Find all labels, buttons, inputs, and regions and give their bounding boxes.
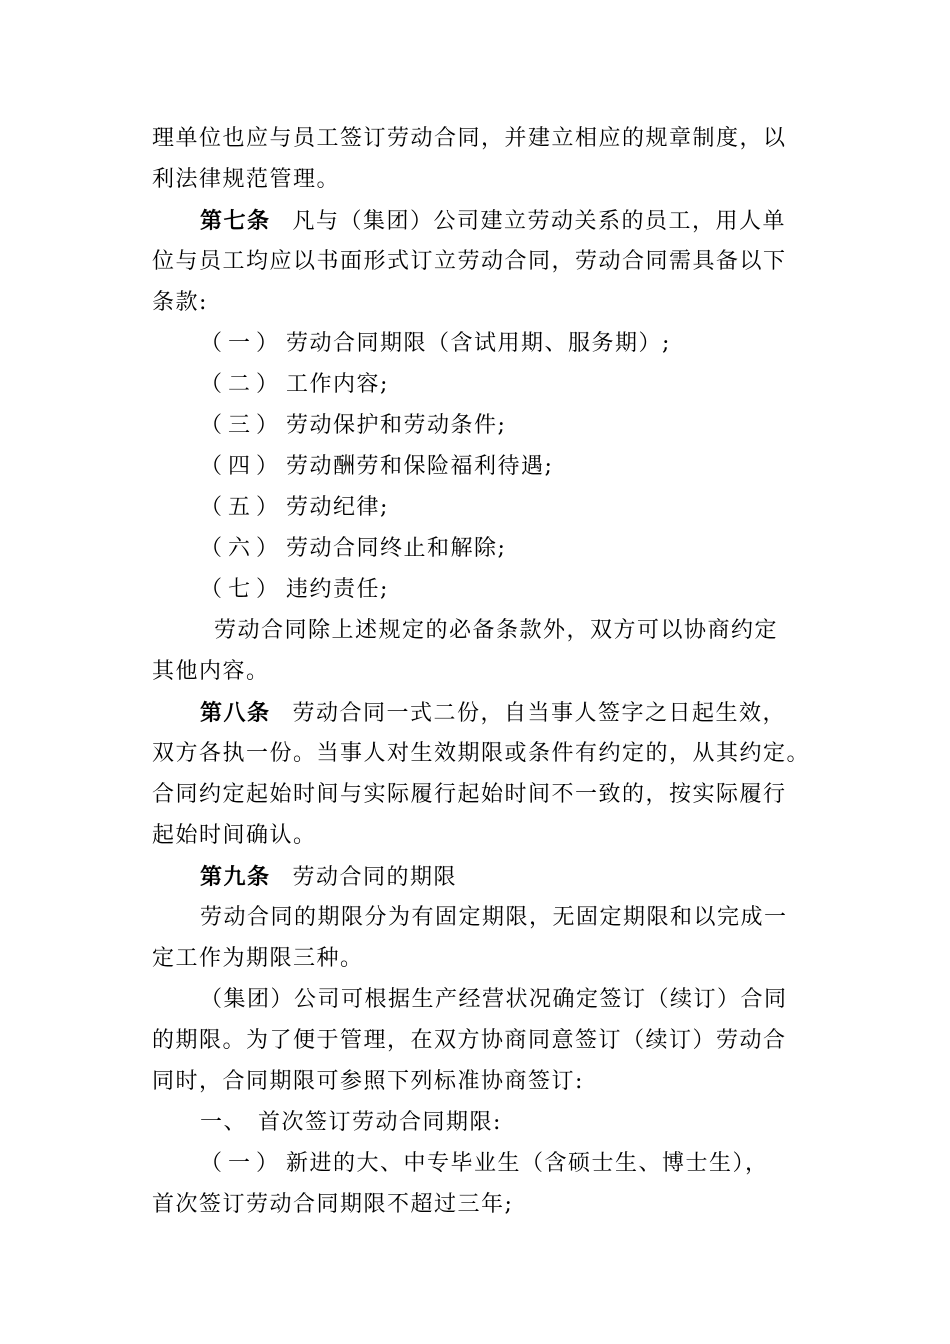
list-item-text: 劳动酬劳和保险福利待遇; xyxy=(286,454,554,479)
article-8-heading: 第八条 xyxy=(200,700,271,726)
list-item-text: 劳动合同期限（含试用期、服务期）; xyxy=(286,331,671,356)
article-7-line xyxy=(200,206,786,237)
list-item-number: （二） xyxy=(200,372,285,397)
paragraph-line: 双方各执一份。当事人对生效期限或条件有约定的，从其约定。 xyxy=(152,741,811,766)
paragraph-line: 劳动合同的期限分为有固定期限，无固定期限和以完成一 xyxy=(200,905,788,930)
list-item-text: 新进的大、中专毕业生（含硕士生、博士生）， xyxy=(286,1151,769,1176)
list-item-number: （七） xyxy=(200,577,285,602)
article-8-line xyxy=(200,698,786,729)
list-item xyxy=(200,452,553,482)
list-item-number: （三） xyxy=(200,413,285,438)
list-item xyxy=(200,1149,769,1179)
section-title: 首次签订劳动合同期限: xyxy=(258,1110,502,1135)
paragraph-line: 其他内容。 xyxy=(152,659,270,684)
list-item-number: （一） xyxy=(200,331,285,356)
list-item-text: 劳动保护和劳动条件; xyxy=(286,413,507,438)
article-8-text: 劳动合同一式二份，自当事人签字之日起生效， xyxy=(292,701,787,726)
list-item xyxy=(200,370,389,400)
list-item-number: （六） xyxy=(200,536,285,561)
paragraph-line: 位与员工均应以书面形式订立劳动合同，劳动合同需具备以下 xyxy=(152,249,787,274)
paragraph-line: 理单位也应与员工签订劳动合同，并建立相应的规章制度，以 xyxy=(152,126,787,151)
paragraph-line: 合同约定起始时间与实际履行起始时间不一致的，按实际履行 xyxy=(152,782,787,807)
list-item xyxy=(200,493,389,523)
paragraph-line: （集团）公司可根据生产经营状况确定签订（续订）合同 xyxy=(200,987,788,1012)
article-9-heading: 第九条 xyxy=(200,864,271,890)
paragraph-line: 起始时间确认。 xyxy=(152,823,317,848)
article-9-title: 劳动合同的期限 xyxy=(292,865,458,890)
paragraph-line: 利法律规范管理。 xyxy=(152,167,341,192)
paragraph-line: 劳动合同除上述规定的必备条款外，双方可以协商约定 xyxy=(214,618,779,643)
list-item-text: 工作内容; xyxy=(286,372,389,397)
paragraph-line: 的期限。为了便于管理，在双方协商同意签订（续订）劳动合 xyxy=(152,1028,787,1053)
list-item xyxy=(200,329,671,359)
list-item xyxy=(200,575,389,605)
section-number: 一、 xyxy=(200,1110,248,1135)
section-heading xyxy=(200,1108,502,1138)
paragraph-line: 条款: xyxy=(152,290,208,315)
paragraph-line: 同时，合同期限可参照下列标准协商签订: xyxy=(152,1069,584,1094)
article-7-heading: 第七条 xyxy=(200,208,271,234)
article-9-line xyxy=(200,862,457,893)
list-item-number: （五） xyxy=(200,495,285,520)
article-7-text: 凡与（集团）公司建立劳动关系的员工，用人单 xyxy=(292,209,787,234)
list-item xyxy=(200,411,506,441)
paragraph-line: 定工作为期限三种。 xyxy=(152,946,364,971)
list-item-number: （四） xyxy=(200,454,285,479)
list-item-text: 劳动纪律; xyxy=(286,495,389,520)
list-item xyxy=(200,534,506,564)
paragraph-line: 首次签订劳动合同期限不超过三年; xyxy=(152,1192,514,1217)
list-item-text: 劳动合同终止和解除; xyxy=(286,536,507,561)
list-item-text: 违约责任; xyxy=(286,577,389,602)
list-item-number: （一） xyxy=(200,1151,285,1176)
